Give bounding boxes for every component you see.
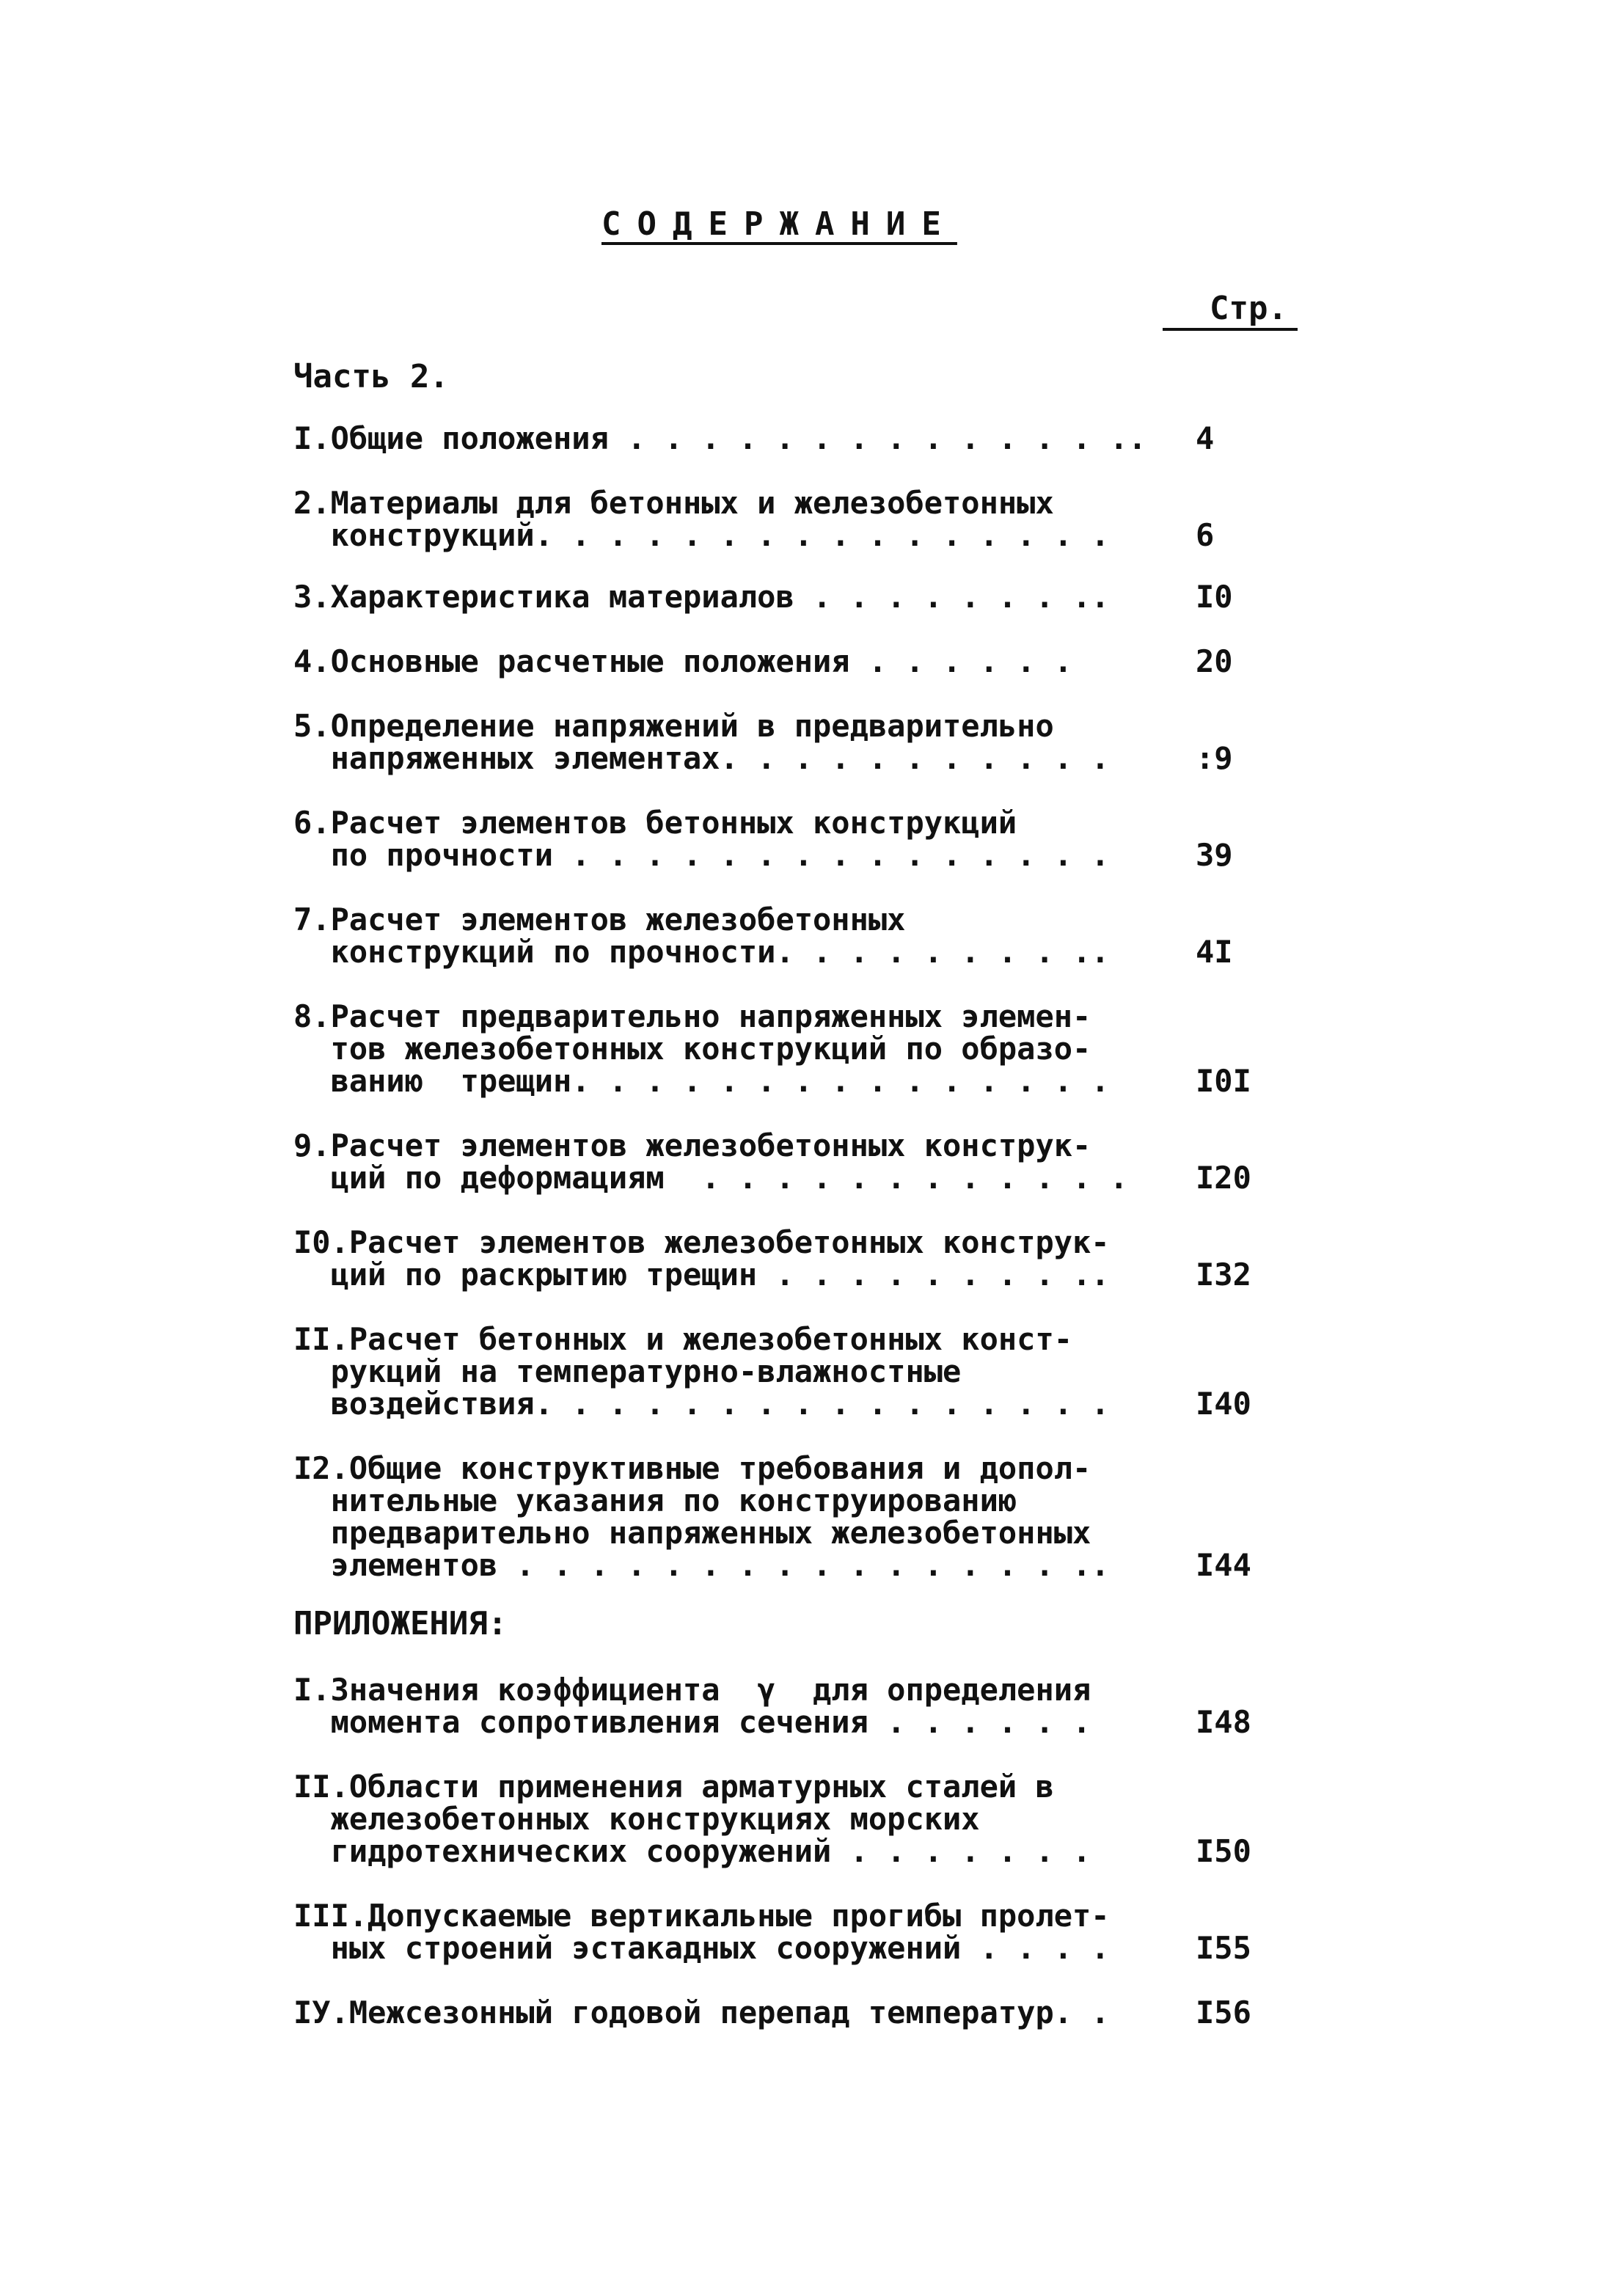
toc-entry-title: 5.Определение напряжений в предварительно напряженных элементах. . . . . . . . . . . [293, 708, 1110, 776]
toc-entry [293, 1323, 1284, 1420]
appendix-entry-title: II.Области применения арматурных сталей в железобетонных конструкциях морских гидротехнических сооружений . . . . . . . [293, 1769, 1091, 1869]
toc-entry-page: I0I [1196, 1063, 1251, 1099]
appendix-entry [293, 1771, 1284, 1868]
toc-entry-page: I32 [1196, 1257, 1251, 1293]
toc-entry-page: I40 [1196, 1386, 1251, 1422]
page-column-header: Стр. [1163, 290, 1298, 331]
toc-entry [293, 420, 1284, 456]
toc-entry-page: 6 [1196, 517, 1215, 553]
appendix-entry [293, 1997, 1284, 2029]
appendix-entry-page: I50 [1196, 1833, 1251, 1869]
toc-entry [293, 710, 1284, 775]
toc-entry-page: 39 [1196, 837, 1233, 873]
toc-entry [293, 904, 1284, 968]
appendix-entry [293, 1900, 1284, 1964]
part-label: Часть 2. [293, 358, 449, 395]
appendix-entry-page: I55 [1196, 1930, 1251, 1966]
appendix-entry [293, 1674, 1284, 1739]
toc-entry-page: I0 [1196, 579, 1233, 615]
toc-entry-page: 4I [1196, 934, 1233, 970]
appendix-entry-title: IУ.Межсезонный годовой перепад температур. . [293, 1995, 1110, 2030]
toc-entry-title: I2.Общие конструктивные требования и допол- нительные указания по конструированию предварительно напряженных железобетонных элементов . . . . . . . . . . . . . . . .. [293, 1450, 1110, 1583]
toc-entry [293, 1127, 1284, 1196]
toc-entry-page: 20 [1196, 643, 1233, 679]
toc-entry [293, 581, 1284, 613]
toc-entry-title: 7.Расчет элементов железобетонных конструкций по прочности. . . . . . . . .. [293, 902, 1110, 970]
appendix-entry-page: I56 [1196, 1995, 1251, 2030]
toc-entry-title: 6.Расчет элементов бетонных конструкций по прочности . . . . . . . . . . . . . . . [293, 805, 1110, 873]
toc-entry [293, 1452, 1284, 1582]
toc-entry-title: 3.Характеристика материалов . . . . . . . .. [293, 579, 1110, 615]
appendix-label: ПРИЛОЖЕНИЯ: [293, 1605, 508, 1642]
toc-entry-page: :9 [1196, 740, 1233, 776]
toc-entry [293, 807, 1284, 871]
toc-entry-page: I44 [1196, 1547, 1251, 1583]
toc-entry [293, 487, 1284, 552]
toc-entry-title: 4.Основные расчетные положения . . . . . . [293, 643, 1073, 679]
toc-entry [293, 643, 1284, 679]
toc-entry [293, 1226, 1284, 1291]
toc-entry-title: II.Расчет бетонных и железобетонных конст- рукций на температурно-влажностные воздействия. . . . . . . . . . . . . . . . [293, 1321, 1110, 1422]
toc-entry-page: I20 [1196, 1160, 1251, 1196]
page-title: СОДЕРЖАНИЕ [601, 205, 957, 243]
toc-entry-title: I.Общие положения . . . . . . . . . . . . . .. [293, 420, 1147, 456]
toc-entry-title: 2.Материалы для бетонных и железобетонных конструкций. . . . . . . . . . . . . . . . [293, 485, 1110, 553]
toc-entry-title: I0.Расчет элементов железобетонных конструк- ций по раскрытию трещин . . . . . . . . .. [293, 1224, 1110, 1293]
appendix-entry-title: I.Значения коэффициента γ для определения момента сопротивления сечения . . . . . . [293, 1672, 1091, 1740]
appendix-entry-page: I48 [1196, 1704, 1251, 1740]
toc-entry-page: 4 [1196, 420, 1215, 456]
toc-entry-title: 9.Расчет элементов железобетонных конструк- ций по деформациям . . . . . . . . . . . . [293, 1127, 1128, 1196]
toc-entry-title: 8.Расчет предварительно напряженных элемен- тов железобетонных конструкций по образо- ванию трещин. . . . . . . . . . . . . . . [293, 998, 1110, 1099]
appendix-entry-title: III.Допускаемые вертикальные прогибы пролет- ных строений эстакадных сооружений . . . . [293, 1898, 1110, 1966]
toc-entry [293, 998, 1284, 1099]
